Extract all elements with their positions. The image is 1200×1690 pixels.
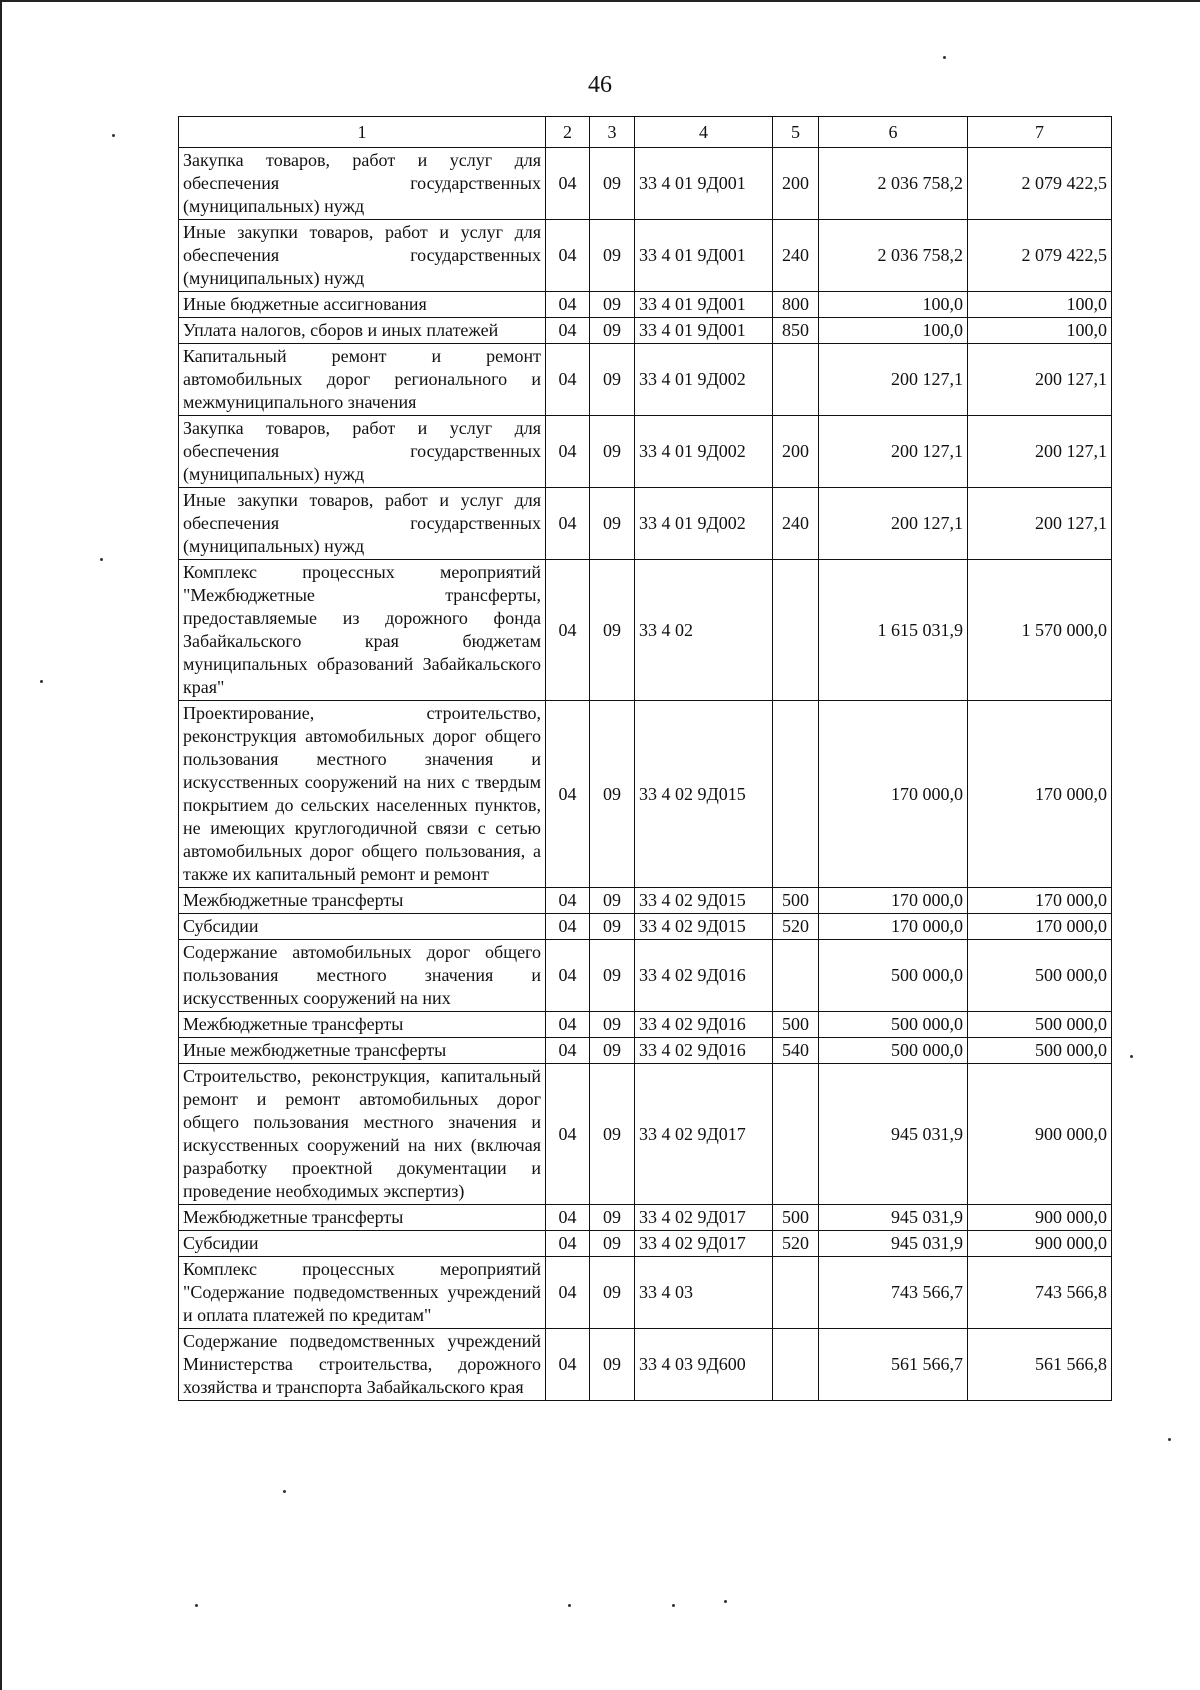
section-code-cell: 04 [546, 148, 590, 220]
scan-speck [112, 134, 115, 137]
section-code-cell: 04 [546, 1329, 590, 1401]
row-name-cell: Закупка товаров, работ и услуг для обеспечения государственных (муниципальных) нужд [179, 148, 546, 220]
section-code-cell: 04 [546, 888, 590, 914]
amount-year2-cell: 170 000,0 [968, 701, 1112, 888]
expense-type-cell [773, 560, 819, 701]
scan-speck [1130, 1055, 1133, 1058]
row-name-cell: Уплата налогов, сборов и иных платежей [179, 318, 546, 344]
subsection-code-cell: 09 [590, 888, 635, 914]
target-article-cell: 33 4 02 9Д017 [635, 1231, 773, 1257]
table-row [179, 940, 1112, 1012]
subsection-code-cell: 09 [590, 148, 635, 220]
amount-year1-cell: 500 000,0 [819, 940, 968, 1012]
scan-border-top [0, 0, 1200, 2]
expense-type-cell [773, 1329, 819, 1401]
expense-type-cell: 200 [773, 416, 819, 488]
amount-year1-cell: 500 000,0 [819, 1012, 968, 1038]
row-name-cell: Комплекс процессных мероприятий "Содержание подведомственных учреждений и оплата платежей по кредитам" [179, 1257, 546, 1329]
subsection-code-cell: 09 [590, 1257, 635, 1329]
column-header: 5 [773, 117, 819, 148]
row-name-cell: Содержание автомобильных дорог общего пользования местного значения и искусственных сооружений на них [179, 940, 546, 1012]
row-name-cell: Субсидии [179, 914, 546, 940]
column-header: 3 [590, 117, 635, 148]
table-row [179, 1064, 1112, 1205]
target-article-cell: 33 4 03 [635, 1257, 773, 1329]
subsection-code-cell: 09 [590, 488, 635, 560]
amount-year2-cell: 100,0 [968, 318, 1112, 344]
scan-speck [100, 558, 103, 561]
table-row [179, 888, 1112, 914]
table-body [179, 148, 1112, 1401]
amount-year1-cell: 2 036 758,2 [819, 148, 968, 220]
table-row [179, 701, 1112, 888]
amount-year2-cell: 500 000,0 [968, 1038, 1112, 1064]
amount-year2-cell: 2 079 422,5 [968, 148, 1112, 220]
amount-year2-cell: 900 000,0 [968, 1231, 1112, 1257]
amount-year1-cell: 561 566,7 [819, 1329, 968, 1401]
row-name-cell: Иные бюджетные ассигнования [179, 292, 546, 318]
column-header: 2 [546, 117, 590, 148]
row-name-cell: Межбюджетные трансферты [179, 888, 546, 914]
section-code-cell: 04 [546, 701, 590, 888]
subsection-code-cell: 09 [590, 1012, 635, 1038]
table-row [179, 148, 1112, 220]
subsection-code-cell: 09 [590, 940, 635, 1012]
scan-speck [943, 56, 946, 59]
amount-year2-cell: 170 000,0 [968, 914, 1112, 940]
subsection-code-cell: 09 [590, 1329, 635, 1401]
amount-year1-cell: 170 000,0 [819, 914, 968, 940]
amount-year1-cell: 200 127,1 [819, 416, 968, 488]
expense-type-cell: 500 [773, 1012, 819, 1038]
scan-border-left [0, 0, 2, 1690]
expense-type-cell: 850 [773, 318, 819, 344]
section-code-cell: 04 [546, 1257, 590, 1329]
subsection-code-cell: 09 [590, 1205, 635, 1231]
section-code-cell: 04 [546, 318, 590, 344]
expense-type-cell: 500 [773, 888, 819, 914]
row-name-cell: Комплекс процессных мероприятий "Межбюджетные трансферты, предоставляемые из дорожного фонда Забайкальского края бюджетам муниципальных образований Забайкальского края" [179, 560, 546, 701]
section-code-cell: 04 [546, 1231, 590, 1257]
subsection-code-cell: 09 [590, 1231, 635, 1257]
table-row [179, 1329, 1112, 1401]
row-name-cell: Межбюджетные трансферты [179, 1012, 546, 1038]
amount-year2-cell: 500 000,0 [968, 1012, 1112, 1038]
table-row [179, 1231, 1112, 1257]
amount-year2-cell: 2 079 422,5 [968, 220, 1112, 292]
budget-table [178, 116, 1112, 1401]
column-header: 6 [819, 117, 968, 148]
table-row [179, 318, 1112, 344]
target-article-cell: 33 4 02 9Д015 [635, 701, 773, 888]
target-article-cell: 33 4 02 [635, 560, 773, 701]
section-code-cell: 04 [546, 940, 590, 1012]
subsection-code-cell: 09 [590, 701, 635, 888]
subsection-code-cell: 09 [590, 318, 635, 344]
subsection-code-cell: 09 [590, 292, 635, 318]
table-row [179, 344, 1112, 416]
subsection-code-cell: 09 [590, 416, 635, 488]
row-name-cell: Проектирование, строительство, реконструкция автомобильных дорог общего пользования местного значения и искусственных сооружений на них с твердым покрытием до сельских населенных пунктов, не имеющих круглогодичной связи с сетью автомобильных дорог общего пользования, а также их капитальный ремонт и ремонт [179, 701, 546, 888]
amount-year1-cell: 743 566,7 [819, 1257, 968, 1329]
target-article-cell: 33 4 02 9Д017 [635, 1205, 773, 1231]
row-name-cell: Капитальный ремонт и ремонт автомобильных дорог регионального и межмуниципального значения [179, 344, 546, 416]
amount-year2-cell: 200 127,1 [968, 344, 1112, 416]
expense-type-cell [773, 940, 819, 1012]
amount-year2-cell: 1 570 000,0 [968, 560, 1112, 701]
table-header-row [179, 117, 1112, 148]
section-code-cell: 04 [546, 416, 590, 488]
amount-year1-cell: 200 127,1 [819, 344, 968, 416]
target-article-cell: 33 4 01 9Д002 [635, 344, 773, 416]
section-code-cell: 04 [546, 1205, 590, 1231]
expense-type-cell [773, 344, 819, 416]
table-row [179, 292, 1112, 318]
amount-year1-cell: 945 031,9 [819, 1231, 968, 1257]
column-header: 7 [968, 117, 1112, 148]
row-name-cell: Закупка товаров, работ и услуг для обеспечения государственных (муниципальных) нужд [179, 416, 546, 488]
amount-year2-cell: 900 000,0 [968, 1205, 1112, 1231]
row-name-cell: Иные закупки товаров, работ и услуг для обеспечения государственных (муниципальных) нужд [179, 220, 546, 292]
section-code-cell: 04 [546, 220, 590, 292]
expense-type-cell: 240 [773, 488, 819, 560]
expense-type-cell [773, 1257, 819, 1329]
expense-type-cell: 240 [773, 220, 819, 292]
target-article-cell: 33 4 01 9Д001 [635, 292, 773, 318]
amount-year2-cell: 561 566,8 [968, 1329, 1112, 1401]
table-row [179, 416, 1112, 488]
expense-type-cell [773, 1064, 819, 1205]
table-row [179, 220, 1112, 292]
table-row [179, 1012, 1112, 1038]
section-code-cell: 04 [546, 488, 590, 560]
expense-type-cell: 540 [773, 1038, 819, 1064]
amount-year2-cell: 200 127,1 [968, 488, 1112, 560]
amount-year2-cell: 900 000,0 [968, 1064, 1112, 1205]
column-header: 1 [179, 117, 546, 148]
subsection-code-cell: 09 [590, 1038, 635, 1064]
row-name-cell: Строительство, реконструкция, капитальный ремонт и ремонт автомобильных дорог общего пользования местного значения и искусственных сооружений на них (включая разработку проектной документации и проведение необходимых экспертиз) [179, 1064, 546, 1205]
page-number: 46 [588, 72, 612, 98]
amount-year1-cell: 200 127,1 [819, 488, 968, 560]
target-article-cell: 33 4 01 9Д002 [635, 488, 773, 560]
scan-speck [1168, 1438, 1171, 1441]
scan-speck [672, 1604, 675, 1607]
target-article-cell: 33 4 02 9Д015 [635, 888, 773, 914]
column-header: 4 [635, 117, 773, 148]
target-article-cell: 33 4 03 9Д600 [635, 1329, 773, 1401]
target-article-cell: 33 4 01 9Д001 [635, 220, 773, 292]
table-row [179, 1257, 1112, 1329]
amount-year2-cell: 170 000,0 [968, 888, 1112, 914]
table-row [179, 1205, 1112, 1231]
section-code-cell: 04 [546, 914, 590, 940]
amount-year1-cell: 1 615 031,9 [819, 560, 968, 701]
amount-year1-cell: 170 000,0 [819, 888, 968, 914]
row-name-cell: Иные закупки товаров, работ и услуг для обеспечения государственных (муниципальных) нужд [179, 488, 546, 560]
amount-year1-cell: 170 000,0 [819, 701, 968, 888]
amount-year1-cell: 500 000,0 [819, 1038, 968, 1064]
section-code-cell: 04 [546, 1064, 590, 1205]
row-name-cell: Субсидии [179, 1231, 546, 1257]
section-code-cell: 04 [546, 344, 590, 416]
table-row [179, 1038, 1112, 1064]
amount-year2-cell: 200 127,1 [968, 416, 1112, 488]
scan-speck [195, 1604, 198, 1607]
section-code-cell: 04 [546, 560, 590, 701]
amount-year1-cell: 945 031,9 [819, 1205, 968, 1231]
amount-year2-cell: 743 566,8 [968, 1257, 1112, 1329]
target-article-cell: 33 4 02 9Д016 [635, 940, 773, 1012]
scan-speck [724, 1600, 727, 1603]
amount-year1-cell: 945 031,9 [819, 1064, 968, 1205]
subsection-code-cell: 09 [590, 560, 635, 701]
target-article-cell: 33 4 02 9Д015 [635, 914, 773, 940]
table-row [179, 560, 1112, 701]
subsection-code-cell: 09 [590, 344, 635, 416]
target-article-cell: 33 4 01 9Д001 [635, 318, 773, 344]
subsection-code-cell: 09 [590, 1064, 635, 1205]
amount-year1-cell: 2 036 758,2 [819, 220, 968, 292]
expense-type-cell: 200 [773, 148, 819, 220]
expense-type-cell: 500 [773, 1205, 819, 1231]
section-code-cell: 04 [546, 1012, 590, 1038]
table-row [179, 914, 1112, 940]
section-code-cell: 04 [546, 292, 590, 318]
amount-year1-cell: 100,0 [819, 292, 968, 318]
expense-type-cell: 520 [773, 1231, 819, 1257]
amount-year2-cell: 500 000,0 [968, 940, 1112, 1012]
target-article-cell: 33 4 02 9Д016 [635, 1012, 773, 1038]
expense-type-cell: 520 [773, 914, 819, 940]
row-name-cell: Иные межбюджетные трансферты [179, 1038, 546, 1064]
subsection-code-cell: 09 [590, 914, 635, 940]
section-code-cell: 04 [546, 1038, 590, 1064]
scan-speck [283, 1490, 286, 1493]
amount-year2-cell: 100,0 [968, 292, 1112, 318]
target-article-cell: 33 4 02 9Д017 [635, 1064, 773, 1205]
target-article-cell: 33 4 01 9Д001 [635, 148, 773, 220]
amount-year1-cell: 100,0 [819, 318, 968, 344]
target-article-cell: 33 4 02 9Д016 [635, 1038, 773, 1064]
target-article-cell: 33 4 01 9Д002 [635, 416, 773, 488]
table-row [179, 488, 1112, 560]
row-name-cell: Содержание подведомственных учреждений Министерства строительства, дорожного хозяйства и транспорта Забайкальского края [179, 1329, 546, 1401]
row-name-cell: Межбюджетные трансферты [179, 1205, 546, 1231]
expense-type-cell [773, 701, 819, 888]
expense-type-cell: 800 [773, 292, 819, 318]
scan-speck [40, 680, 43, 683]
scan-speck [568, 1604, 571, 1607]
subsection-code-cell: 09 [590, 220, 635, 292]
